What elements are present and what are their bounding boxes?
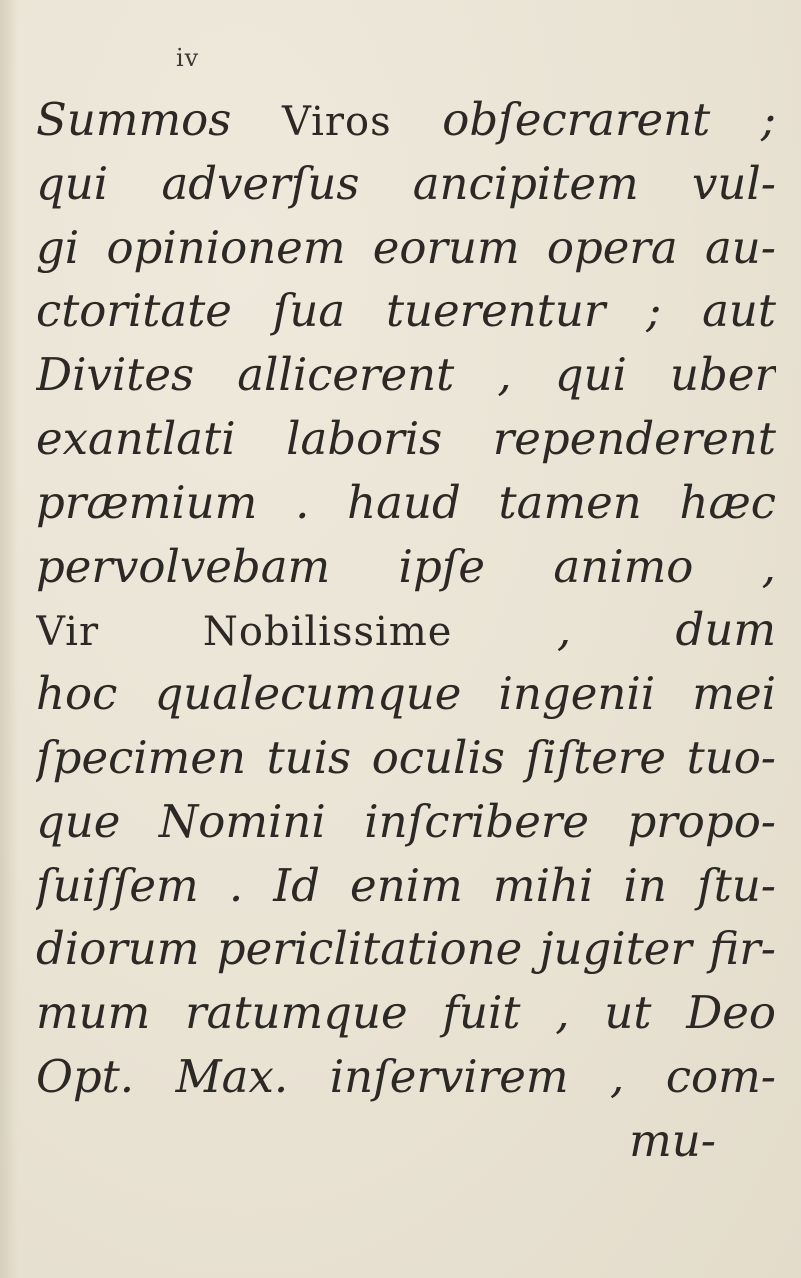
small-caps-text: Viros bbox=[281, 99, 392, 145]
text-line: ſuiſſem . Id enim mihi in ſtu- bbox=[36, 858, 776, 912]
text-line: gi opinionem eorum opera au- bbox=[36, 220, 776, 274]
small-caps-text: Vir Nobilissime bbox=[36, 609, 453, 656]
text-line: hoc qualecumque ingenii mei bbox=[36, 667, 776, 721]
text-line: præmium . haud tamen hæc bbox=[36, 475, 776, 529]
text-line: qui adverſus ancipitem vul- bbox=[36, 156, 776, 210]
text-line: ſpecimen tuis oculis ſiſtere tuo- bbox=[36, 730, 776, 784]
text-line: Vir Nobilissime , dum bbox=[36, 603, 776, 657]
text-line: ctoritate ſua tuerentur ; aut bbox=[36, 284, 776, 338]
body-text bbox=[36, 88, 776, 1173]
text-line: mum ratumque fuit , ut Deo bbox=[36, 986, 776, 1040]
text-line: que Nomini inſcribere propo- bbox=[36, 794, 776, 848]
text-line: diorum periclitatione jugiter fir- bbox=[36, 922, 776, 976]
catchword: mu- bbox=[629, 1113, 716, 1167]
text-line: Divites allicerent , qui uber bbox=[36, 348, 776, 402]
text-line: pervolvebam ipſe animo , bbox=[36, 539, 776, 593]
signature-mark: iv bbox=[176, 44, 200, 72]
text-line: Opt. Max. inſervirem , com- bbox=[36, 1049, 776, 1103]
text-line: Summos Viros obſecrarent ; bbox=[36, 93, 776, 146]
text-line: exantlati laboris rependerent bbox=[36, 411, 776, 465]
page-gutter-shadow bbox=[0, 0, 18, 1278]
